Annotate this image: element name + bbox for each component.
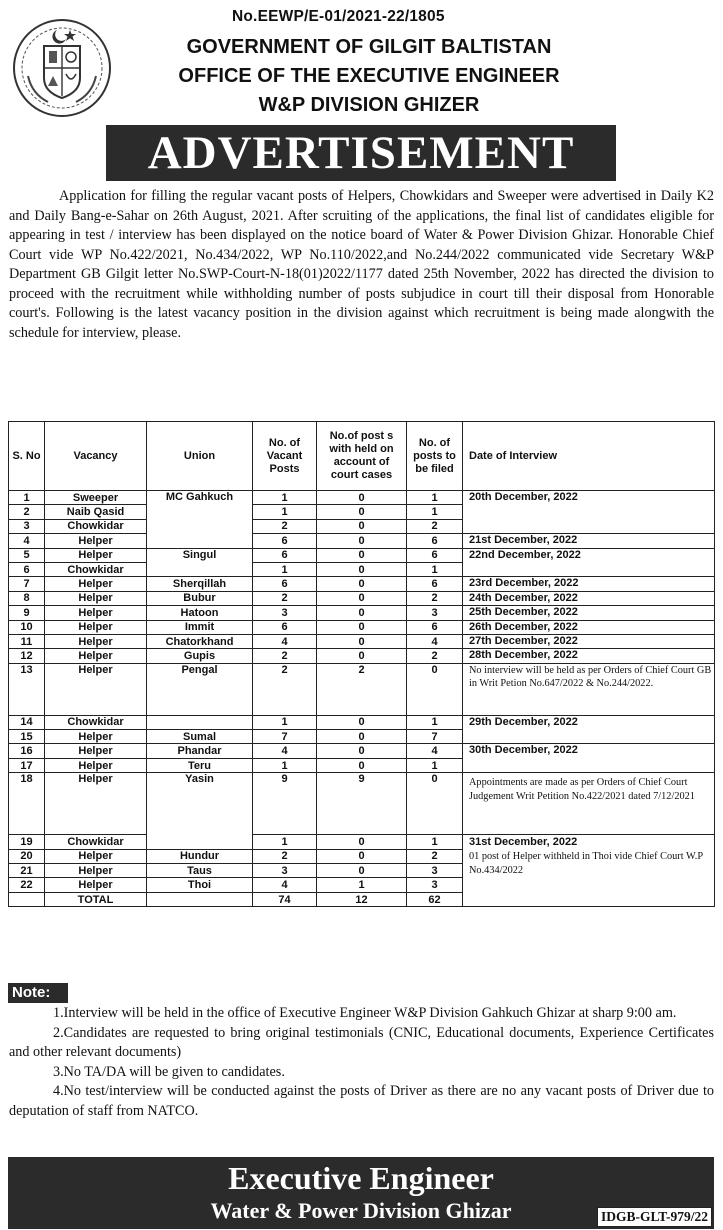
table-row: 21 Helper Taus 3 0 3 <box>9 864 715 878</box>
union-cell: MC Gahkuch <box>147 491 253 549</box>
interview-note: No interview will be held as per Orders of Chief Court GB in Writ Petion No.647/2022 & No.244/2022. <box>463 663 715 715</box>
advertisement-banner: ADVERTISEMENT <box>106 125 616 181</box>
total-filed: 62 <box>407 892 463 906</box>
note-item: 4.No test/interview will be conducted against the posts of Driver as there are no any vacant posts of Driver due to deputation of staff from NATCO. <box>9 1083 714 1119</box>
note-label: Note: <box>8 983 68 1003</box>
table-row: 19 Chowkidar 1 0 1 31st December, 2022 01 post of Helper withheld in Thoi vide Chief Court W.P No.434/2022 <box>9 835 715 849</box>
intro-paragraph: Application for filling the regular vacant posts of Helpers, Chowkidars and Sweeper were advertised in Daily K2 and Daily Bang-e-Sahar on 26th August, 2021. After scruiting of the applications, the final list of candidates eligible for appearing in test / interview has been displayed on the notice board of Water & Power Division Ghizar. Honorable Chief Court vide WP No.422/2021, No.434/2022, WP No.110/2022,and No.244/2022 communicated vide Secretary W&P Department GB Gilgit letter No.SWP-Court-N-18(01)2022/1177 dated 25th November, 2022 has directed the division to proceed with the recruitment while withholding number of posts subjudice in court till their disposal from Honorable court's. Following is the latest vacancy position in the division against which recruitment is being made alongwith the schedule for interview, please. <box>9 188 714 341</box>
publication-code: IDGB-GLT-979/22 <box>597 1207 712 1227</box>
date-cell: 22nd December, 2022 <box>463 548 715 577</box>
table-row: 2 Naib Qasid 1 0 1 <box>9 505 715 519</box>
table-row: 5 Helper Singul 6 0 6 22nd December, 2022 <box>9 548 715 562</box>
table-row: 12 Helper Gupis 2 0 2 28th December, 2022 <box>9 649 715 663</box>
table-row: 9 Helper Hatoon 3 0 3 25th December, 2022 <box>9 606 715 620</box>
header-sno: S. No <box>9 422 45 491</box>
union-cell: Singul <box>147 548 253 577</box>
government-title: GOVERNMENT OF GILGIT BALTISTAN <box>186 36 552 58</box>
emblem-icon <box>10 16 114 120</box>
total-label: TOTAL <box>45 892 147 906</box>
table-row: 7 Helper Sherqillah 6 0 6 23rd December, 2022 <box>9 577 715 591</box>
reference-number: No.EEWP/E-01/2021-22/1805 <box>232 8 445 25</box>
date-cell: 21st December, 2022 <box>463 534 715 548</box>
footer-subtitle: Water & Power Division Ghizar <box>210 1198 512 1223</box>
note-item: 2.Candidates are requested to bring original testimonials (CNIC, Educational documents, Experience Certificates and other relevant documents) <box>9 1024 714 1061</box>
header-vacant: No. of Vacant Posts <box>253 422 317 491</box>
table-row: 22 Helper Thoi 4 1 3 <box>9 878 715 892</box>
table-row: 17 Helper Teru 1 0 1 <box>9 758 715 772</box>
table-row: 10 Helper Immit 6 0 6 26th December, 2022 <box>9 620 715 634</box>
total-withheld: 12 <box>317 892 407 906</box>
table-row: 1 Sweeper MC Gahkuch 1 0 1 20th December, 2022 <box>9 491 715 505</box>
footer-banner <box>8 1157 714 1229</box>
vacancy-table <box>8 421 715 907</box>
table-row: 20 Helper Hundur 2 0 2 <box>9 849 715 863</box>
header-vacancy: Vacancy <box>45 422 147 491</box>
table-row: 18 Helper Yasin 9 9 0 Appointments are made as per Orders of Chief Court Judgement Writ Petition No.422/2021 dated 7/12/2021 <box>9 773 715 835</box>
table-row: 14 Chowkidar 1 0 1 29th December, 2022 <box>9 715 715 729</box>
note-item: 3.No TA/DA will be given to candidates. <box>53 1063 285 1080</box>
interview-note: Appointments are made as per Orders of Chief Court Judgement Writ Petition No.422/2021 dated 7/12/2021 <box>463 773 715 835</box>
note-item: 1.Interview will be held in the office of Executive Engineer W&P Division Gahkuch Ghizar at sharp 9:00 am. <box>53 1005 677 1021</box>
header-union: Union <box>147 422 253 491</box>
header-date: Date of Interview <box>463 422 715 491</box>
table-header-row <box>9 422 715 491</box>
header-withheld: No.of post s with held on account of court cases <box>317 422 407 491</box>
table-row: 11 Helper Chatorkhand 4 0 4 27th December, 2022 <box>9 634 715 648</box>
table-row: 15 Helper Sumal 7 0 7 <box>9 730 715 744</box>
table-row: 16 Helper Phandar 4 0 4 30th December, 2022 <box>9 744 715 758</box>
footer-title: Executive Engineer <box>228 1160 494 1196</box>
header-filed: No. of posts to be filed <box>407 422 463 491</box>
table-row: 6 Chowkidar 1 0 1 <box>9 562 715 576</box>
interview-note: 01 post of Helper withheld in Thoi vide Chief Court W.P No.434/2022 <box>469 851 703 876</box>
table-row: 4 Helper 6 0 6 21st December, 2022 <box>9 534 715 548</box>
total-vacant: 74 <box>253 892 317 906</box>
table-row: 8 Helper Bubur 2 0 2 24th December, 2022 <box>9 591 715 605</box>
office-title: OFFICE OF THE EXECUTIVE ENGINEER <box>178 65 560 87</box>
table-row: 13 Helper Pengal 2 2 0 No interview will be held as per Orders of Chief Court GB in Writ Petion No.647/2022 & No.244/2022. <box>9 663 715 715</box>
table-row: 3 Chowkidar 2 0 2 <box>9 519 715 533</box>
division-title: W&P DIVISION GHIZER <box>258 94 480 116</box>
date-cell: 20th December, 2022 <box>463 491 715 534</box>
notes-section <box>9 1004 714 1122</box>
